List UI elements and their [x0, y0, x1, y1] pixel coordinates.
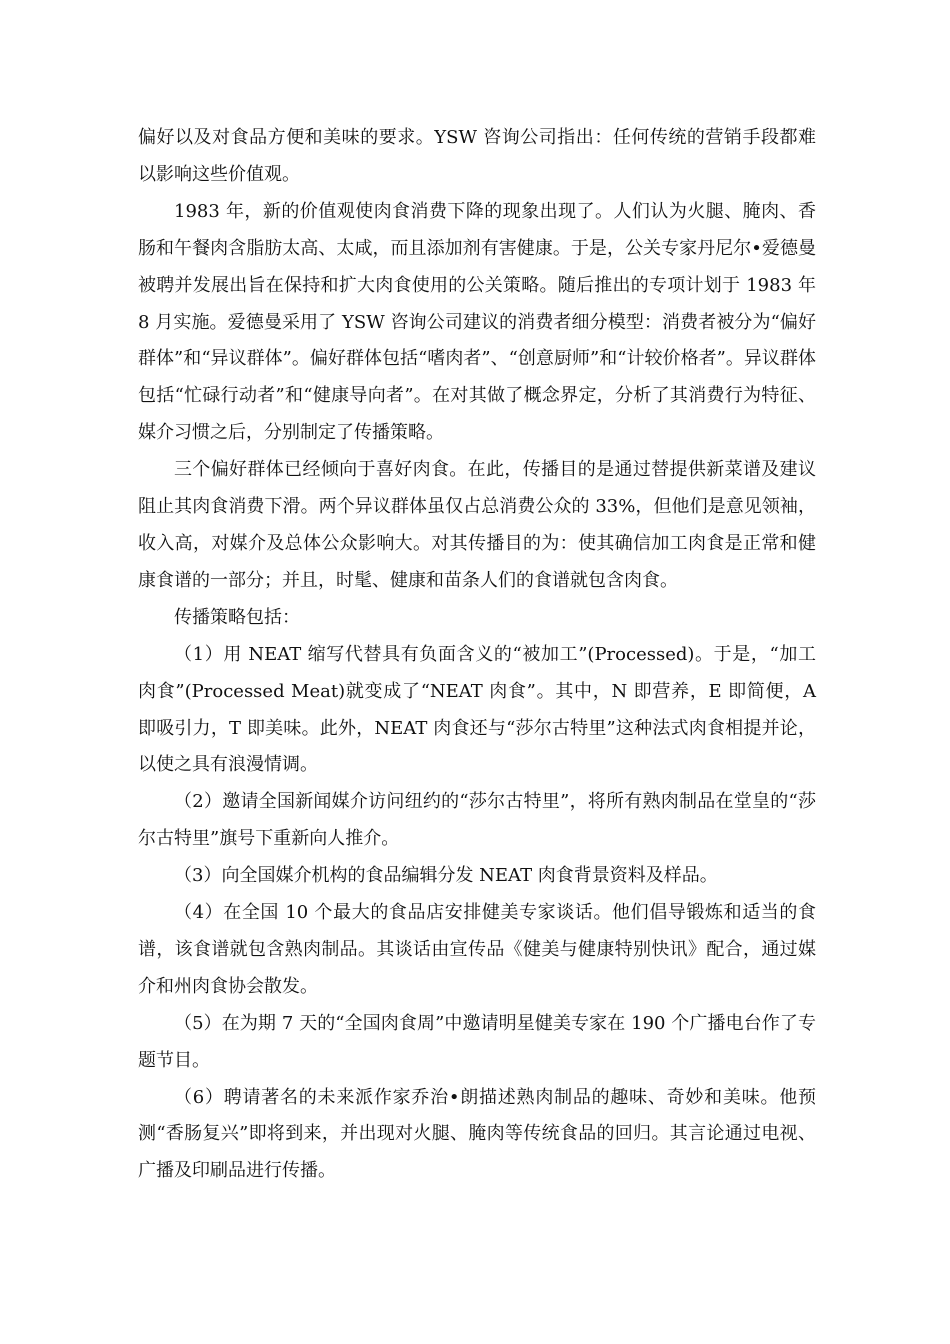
list-item-strategy-3: （3）向全国媒介机构的食品编辑分发 NEAT 肉食背景资料及样品。	[174, 865, 718, 887]
paragraph-strategy-intro: 传播策略包括：	[174, 606, 300, 628]
list-item-strategy-4: （4）在全国 10 个最大的食品店安排健美专家谈话。他们倡导锻炼和适当的食谱，该食谱就包含熟肉制品。其谈话由宣传品《健美与健康特别快讯》配合，通过媒介和州肉食协会散发。	[138, 902, 816, 997]
document-body	[138, 120, 816, 1190]
list-item-strategy-1: （1）用 NEAT 缩写代替具有负面含义的“被加工”(Processed)。于是，“加工肉食”(Processed Meat)就变成了“NEAT 肉食”。其中，N 即营养，E 即简便，A 即吸引力，T 即美味。此外，NEAT 肉食还与“莎尔古特里”这种法式肉食相提并论，以使之具有浪漫情调。	[138, 643, 816, 776]
list-item-strategy-2: （2）邀请全国新闻媒介访问纽约的“莎尔古特里”，将所有熟肉制品在堂皇的“莎尔古特里”旗号下重新向人推介。	[138, 791, 816, 850]
list-item-strategy-5: （5）在为期 7 天的“全国肉食周”中邀请明星健美专家在 190 个广播电台作了专题节目。	[138, 1012, 816, 1071]
paragraph-1983-background: 1983 年，新的价值观使肉食消费下降的现象出现了。人们认为火腿、腌肉、香肠和午餐肉含脂肪太高、太咸，而且添加剂有害健康。于是，公关专家丹尼尔•爱德曼被聘并发展出旨在保持和扩大肉食使用的公关策略。随后推出的专项计划于 1983 年 8 月实施。爱德曼采用了 YSW 咨询公司建议的消费者细分模型：消费者被分为“偏好群体”和“异议群体”。偏好群体包括“嗜肉者”、“创意厨师”和“计较价格者”。异议群体包括“忙碌行动者”和“健康导向者”。在对其做了概念界定，分析了其消费行为特征、媒介习惯之后，分别制定了传播策略。	[138, 200, 816, 444]
paragraph-target-groups: 三个偏好群体已经倾向于喜好肉食。在此，传播目的是通过替提供新菜谱及建议阻止其肉食消费下滑。两个异议群体虽仅占总消费公众的 33%，但他们是意见领袖，收入高，对媒介及总体公众影响大。对其传播目的为：使其确信加工肉食是正常和健康食谱的一部分；并且，时髦、健康和苗条人们的食谱就包含肉食。	[138, 459, 816, 591]
paragraph-continuation: 偏好以及对食品方便和美味的要求。YSW 咨询公司指出：任何传统的营销手段都难以影响这些价值观。	[138, 127, 816, 185]
list-item-strategy-6: （6）聘请著名的未来派作家乔治•朗描述熟肉制品的趣味、奇妙和美味。他预测“香肠复兴”即将到来，并出现对火腿、腌肉等传统食品的回归。其言论通过电视、广播及印刷品进行传播。	[138, 1086, 816, 1182]
